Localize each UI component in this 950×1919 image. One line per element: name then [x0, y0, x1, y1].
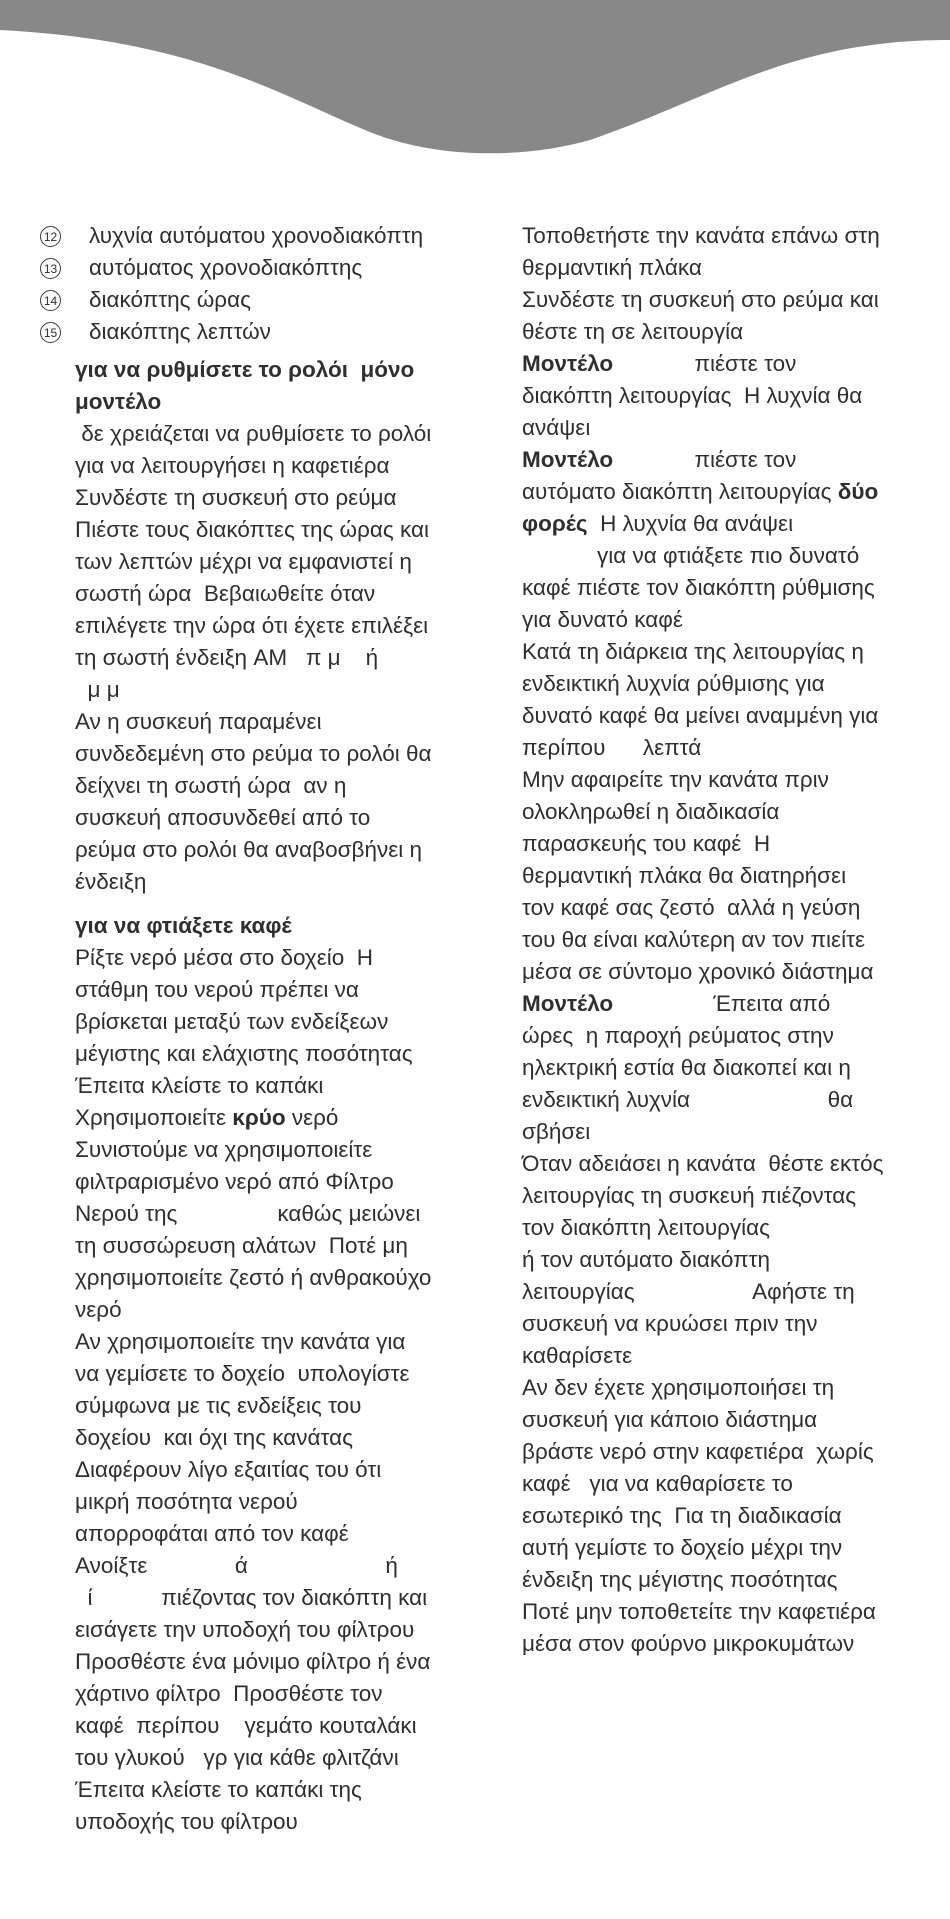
- right-column: [522, 220, 927, 1660]
- text-line: [522, 1276, 927, 1308]
- text-line: [522, 1308, 927, 1340]
- emphasis-word: Μοντέλο: [522, 447, 614, 472]
- text-line: [522, 348, 927, 380]
- text-line: [522, 1596, 927, 1628]
- emphasis-word: φορές: [522, 511, 588, 536]
- legend-label: διακόπτης ώρας: [89, 287, 251, 312]
- text-line: Αν χρησιμοποιείτε την κανάτα για: [75, 1329, 406, 1354]
- right-body: [522, 220, 927, 1660]
- emphasis-word: Μοντέλο: [522, 991, 614, 1016]
- text-segment: για δυνατό καφέ: [522, 607, 683, 632]
- text-segment: τον διακόπτη λειτουργίας: [522, 1215, 771, 1240]
- text-line: τη συσσώρευση αλάτων Ποτέ μη: [75, 1233, 408, 1258]
- text-segment: Τοποθετήστε την κανάτα επάνω στη: [522, 223, 880, 248]
- emphasis-word: κρύο: [232, 1105, 286, 1130]
- text-line: στάθμη του νερού πρέπει να: [75, 977, 359, 1002]
- left-column: [40, 220, 470, 1838]
- text-line: φιλτραρισμένο νερό από Φίλτρο: [75, 1169, 394, 1194]
- text-line: Νερού της καθώς μειώνει: [75, 1201, 421, 1226]
- text-line: [522, 1628, 927, 1660]
- text-line: [522, 1436, 927, 1468]
- text-segment: διακόπτη λειτουργίας Η λυχνία θα: [522, 383, 863, 408]
- text-line: [522, 828, 927, 860]
- text-line: [522, 1564, 927, 1596]
- clock-heading: μοντέλο: [75, 389, 162, 414]
- header-wave-decoration: [0, 0, 950, 160]
- text-line: [522, 1468, 927, 1500]
- text-line: [522, 1116, 927, 1148]
- text-segment: αυτόματο διακόπτη λειτουργίας: [522, 479, 838, 504]
- text-segment: συσκευή για κάποιο διάστημα: [522, 1407, 818, 1432]
- text-segment: συσκευή να κρυώσει πριν την: [522, 1311, 818, 1336]
- text-segment: ώρες η παροχή ρεύματος στην: [522, 1023, 834, 1048]
- text-segment: τον καφέ σας ζεστό αλλά η γεύση: [522, 895, 861, 920]
- text-segment: Αν δεν έχετε χρησιμοποιήσει τη: [522, 1375, 835, 1400]
- text-line: των λεπτών μέχρι να εμφανιστεί η: [75, 549, 412, 574]
- text-line: [522, 668, 927, 700]
- text-segment: Όταν αδειάσει η κανάτα θέστε εκτός: [522, 1151, 884, 1176]
- text-line: Αν η συσκευή παραμένει: [75, 709, 322, 734]
- coffee-section: [40, 910, 470, 1838]
- text-segment: ενδεικτική λυχνία ρύθμισης για: [522, 671, 825, 696]
- clock-body: [75, 418, 470, 898]
- text-line: χάρτινο φίλτρο Προσθέστε τον: [75, 1681, 383, 1706]
- text-segment: θερμαντική πλάκα: [522, 255, 702, 280]
- text-line: Έπειτα κλείστε το καπάκι της: [75, 1777, 362, 1802]
- legend-number: 13: [40, 258, 61, 279]
- text-line: Συνιστούμε να χρησιμοποιείτε: [75, 1137, 373, 1162]
- text-segment: εσωτερικό της Για τη διαδικασία: [522, 1503, 842, 1528]
- text-line: [522, 284, 927, 316]
- text-line: του γλυκού γρ για κάθε φλιτζάνι: [75, 1745, 399, 1770]
- text-line: Ρίξτε νερό μέσα στο δοχείο Η: [75, 945, 373, 970]
- text-line: [522, 892, 927, 924]
- text-line: χρησιμοποιείτε ζεστό ή ανθρακούχο: [75, 1265, 432, 1290]
- text-line: μικρή ποσότητα νερού: [75, 1489, 298, 1514]
- text-segment: παρασκευής του καφέ Η: [522, 831, 771, 856]
- text-line: [522, 1500, 927, 1532]
- text-line: Πιέστε τους διακόπτες της ώρας και: [75, 517, 430, 542]
- text-line: [522, 220, 927, 252]
- text-segment: νερό: [285, 1105, 339, 1130]
- text-segment: πιέστε τον: [613, 351, 797, 376]
- text-line: να γεμίσετε το δοχείο υπολογίστε: [75, 1361, 410, 1386]
- text-segment: ή τον αυτόματο διακόπτη: [522, 1247, 770, 1272]
- text-line: βρίσκεται μεταξύ των ενδείξεων: [75, 1009, 389, 1034]
- text-segment: Ποτέ μην τοποθετείτε την καφετιέρα: [522, 1599, 876, 1624]
- text-line: [522, 1372, 927, 1404]
- legend-item: [40, 284, 470, 316]
- text-line: [522, 604, 927, 636]
- text-line: [522, 1340, 927, 1372]
- text-line: νερό: [75, 1297, 122, 1322]
- text-line: [522, 1052, 927, 1084]
- text-line: συνδεδεμένη στο ρεύμα το ρολόι θα: [75, 741, 432, 766]
- text-line: [522, 796, 927, 828]
- text-line: δείχνει τη σωστή ώρα αν η: [75, 773, 347, 798]
- text-segment: θέστε τη σε λειτουργία: [522, 319, 744, 344]
- text-line: ένδειξη: [75, 869, 147, 894]
- text-segment: Κατά τη διάρκεια της λειτουργίας η: [522, 639, 864, 664]
- legend-item: [40, 252, 470, 284]
- text-line: δοχείου και όχι της κανάτας: [75, 1425, 353, 1450]
- text-line: ί πιέζοντας τον διακόπτη και: [75, 1585, 428, 1610]
- text-line: [522, 956, 927, 988]
- text-segment: Συνδέστε τη συσκευή στο ρεύμα και: [522, 287, 879, 312]
- text-segment: λειτουργίας Αφήστε τη: [522, 1279, 855, 1304]
- text-line: [522, 764, 927, 796]
- legend-list: [40, 220, 470, 348]
- text-line: [522, 412, 927, 444]
- text-segment: για να φτιάξετε πιο δυνατό: [522, 543, 860, 568]
- text-segment: ενδεικτική λυχνία θα: [522, 1087, 854, 1112]
- legend-label: λυχνία αυτόματου χρονοδιακόπτη: [89, 223, 424, 248]
- text-segment: ηλεκτρική εστία θα διακοπεί και η: [522, 1055, 851, 1080]
- text-line: [522, 1020, 927, 1052]
- text-segment: θερμαντική πλάκα θα διατηρήσει: [522, 863, 847, 888]
- text-segment: Μην αφαιρείτε την κανάτα πριν: [522, 767, 829, 792]
- text-line: μ μ: [75, 677, 120, 702]
- text-line: σωστή ώρα Βεβαιωθείτε όταν: [75, 581, 376, 606]
- text-line: σύμφωνα με τις ενδείξεις του: [75, 1393, 362, 1418]
- text-line: [522, 316, 927, 348]
- text-segment: περίπου λεπτά: [522, 735, 702, 760]
- text-line: Έπειτα κλείστε το καπάκι: [75, 1073, 324, 1098]
- text-line: μέγιστης και ελάχιστης ποσότητας: [75, 1041, 413, 1066]
- text-segment: αυτή γεμίστε το δοχείο μέχρι την: [522, 1535, 843, 1560]
- text-line: [522, 1180, 927, 1212]
- text-segment: καφέ για να καθαρίσετε το: [522, 1471, 793, 1496]
- text-segment: ένδειξη της μέγιστης ποσότητας: [522, 1567, 838, 1592]
- text-line: δε χρειάζεται να ρυθμίσετε το ρολόι: [75, 421, 432, 446]
- text-line: [522, 1532, 927, 1564]
- text-line: τη σωστή ένδειξη AM π μ ή: [75, 645, 379, 670]
- legend-label: διακόπτης λεπτών: [89, 319, 271, 344]
- text-segment: ολοκληρωθεί η διαδικασία: [522, 799, 780, 824]
- text-segment: Χρησιμοποιείτε: [75, 1105, 233, 1130]
- legend-number: 15: [40, 322, 61, 343]
- text-line: καφέ περίπου γεμάτο κουταλάκι: [75, 1713, 417, 1738]
- text-segment: καθαρίσετε: [522, 1343, 633, 1368]
- text-line: [522, 1084, 927, 1116]
- text-segment: μέσα στον φούρνο μικροκυμάτων: [522, 1631, 855, 1656]
- text-line: [522, 540, 927, 572]
- text-line: [522, 252, 927, 284]
- text-segment: Η λυχνία θα ανάψει: [587, 511, 794, 536]
- text-segment: σβήσει: [522, 1119, 591, 1144]
- text-line: [522, 700, 927, 732]
- text-line: εισάγετε την υποδοχή του φίλτρου: [75, 1617, 415, 1642]
- coffee-body: [75, 942, 470, 1838]
- text-line: επιλέγετε την ώρα ότι έχετε επιλέξει: [75, 613, 429, 638]
- text-line: συσκευή αποσυνδεθεί από το: [75, 805, 371, 830]
- text-segment: πιέστε τον: [613, 447, 797, 472]
- legend-label: αυτόματος χρονοδιακόπτης: [89, 255, 363, 280]
- text-line: [522, 508, 927, 540]
- text-line: Προσθέστε ένα μόνιμο φίλτρο ή ένα: [75, 1649, 431, 1674]
- text-line: [522, 572, 927, 604]
- text-line: [522, 380, 927, 412]
- text-line: Συνδέστε τη συσκευή στο ρεύμα: [75, 485, 397, 510]
- text-line: Διαφέρουν λίγο εξαιτίας του ότι: [75, 1457, 382, 1482]
- legend-number: 12: [40, 226, 61, 247]
- text-segment: βράστε νερό στην καφετιέρα χωρίς: [522, 1439, 874, 1464]
- text-segment: ανάψει: [522, 415, 591, 440]
- text-line: Ανοίξτε ά ή: [75, 1553, 398, 1578]
- legend-item: [40, 220, 470, 252]
- text-line: [522, 1404, 927, 1436]
- text-line: [522, 636, 927, 668]
- text-segment: Έπειτα από: [613, 991, 831, 1016]
- text-line: υποδοχής του φίλτρου: [75, 1809, 298, 1834]
- text-line: [522, 732, 927, 764]
- text-segment: καφέ πιέστε τον διακόπτη ρύθμισης: [522, 575, 875, 600]
- coffee-heading: για να φτιάξετε καφέ: [75, 913, 292, 938]
- text-line: ρεύμα στο ρολόι θα αναβοσβήνει η: [75, 837, 423, 862]
- clock-section: [40, 354, 470, 898]
- text-line: [522, 444, 927, 476]
- legend-number: 14: [40, 290, 61, 311]
- text-segment: λειτουργίας τη συσκευή πιέζοντας: [522, 1183, 857, 1208]
- text-line: [522, 1244, 927, 1276]
- emphasis-word: δύο: [837, 479, 879, 504]
- text-line: απορροφάται από τον καφέ: [75, 1521, 349, 1546]
- legend-item: [40, 316, 470, 348]
- text-line: [522, 476, 927, 508]
- text-line: [522, 860, 927, 892]
- text-segment: του θα είναι καλύτερη αν τον πιείτε: [522, 927, 865, 952]
- text-segment: μέσα σε σύντομο χρονικό διάστημα: [522, 959, 874, 984]
- text-segment: δυνατό καφέ θα μείνει αναμμένη για: [522, 703, 879, 728]
- text-line: [75, 1102, 470, 1134]
- text-line: [522, 924, 927, 956]
- header-wave-shape: [0, 0, 950, 153]
- text-line: [522, 1212, 927, 1244]
- text-line: για να λειτουργήσει η καφετιέρα: [75, 453, 390, 478]
- text-line: [522, 988, 927, 1020]
- clock-heading: για να ρυθμίσετε το ρολόι μόνο: [75, 357, 415, 382]
- emphasis-word: Μοντέλο: [522, 351, 614, 376]
- text-line: [522, 1148, 927, 1180]
